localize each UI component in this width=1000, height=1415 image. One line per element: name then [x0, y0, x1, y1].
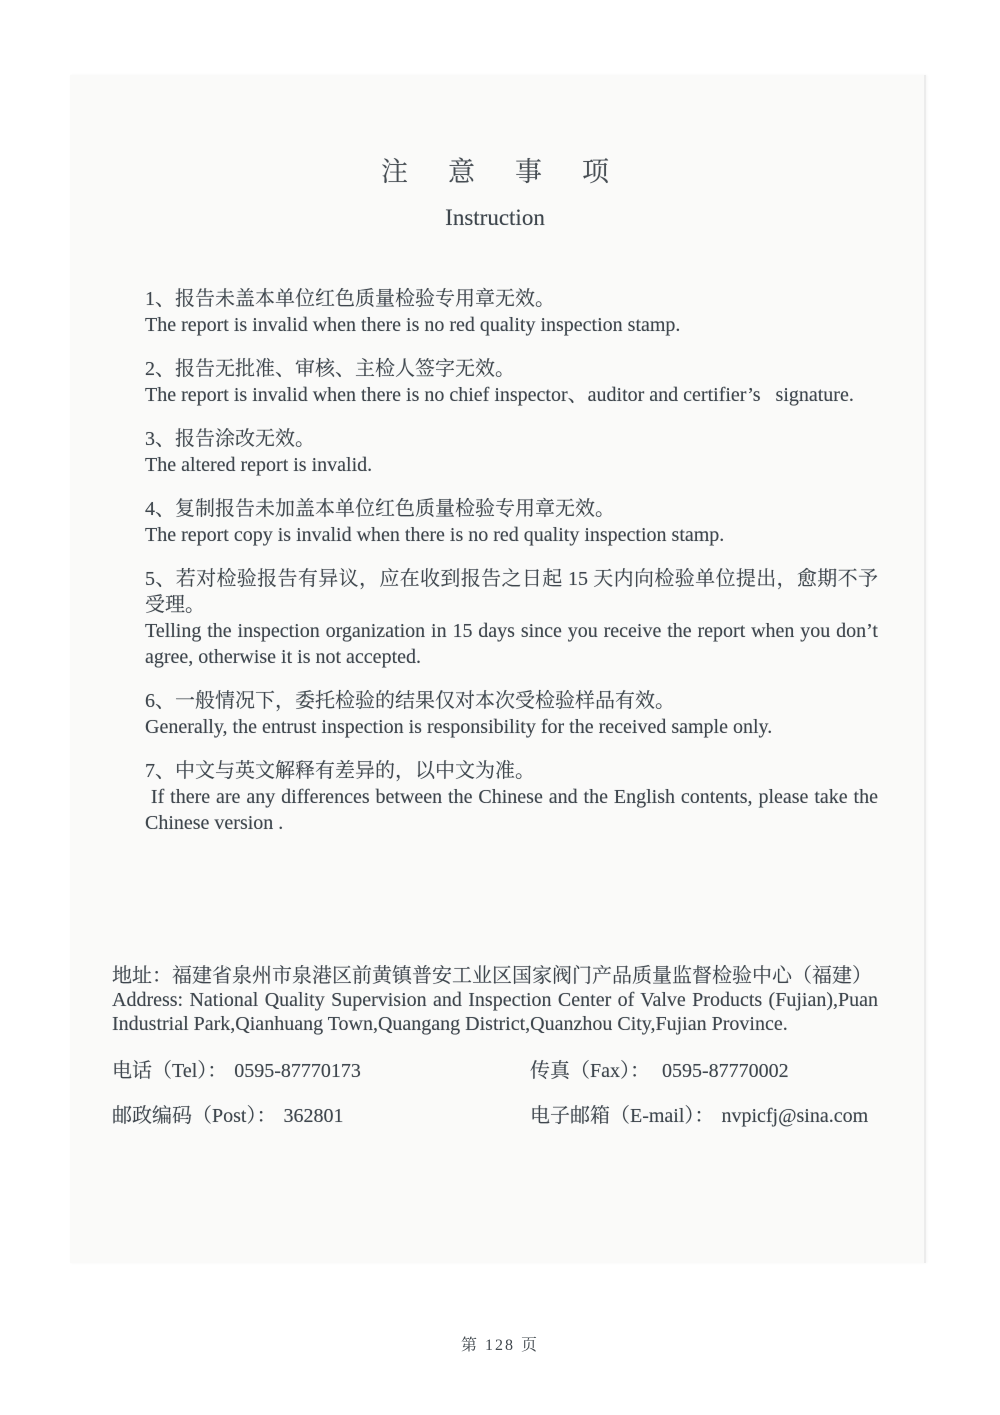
page-title-chinese: 注意事项	[381, 157, 649, 187]
item-3-english-text: The altered report is invalid.	[145, 454, 373, 476]
email-row	[495, 1103, 878, 1129]
item-7-chinese-text: 7、中文与英文解释有差异的，以中文为准。	[145, 760, 535, 782]
email-label: 电子邮箱（E-mail）：	[530, 1105, 715, 1127]
list-item	[145, 566, 878, 670]
fax-label: 传真（Fax）：	[530, 1060, 650, 1082]
list-item	[145, 356, 878, 408]
postcode-value: 362801	[283, 1105, 344, 1127]
list-item	[145, 688, 878, 740]
fax-row	[495, 1058, 878, 1084]
document-page	[70, 75, 926, 1263]
list-item	[145, 758, 878, 836]
item-1-chinese-text: 1、报告未盖本单位红色质量检验专用章无效。	[145, 288, 555, 310]
contact-info	[112, 1058, 878, 1129]
email-value: nvpicfj@sina.com	[721, 1105, 869, 1127]
telephone-row	[112, 1058, 495, 1084]
list-item	[145, 426, 878, 478]
page-title-english: Instruction	[445, 205, 545, 230]
telephone-value: 0595-87770173	[234, 1060, 361, 1082]
item-5-chinese-text: 5、若对检验报告有异议，应在收到报告之日起 15 天内向检验单位提出，愈期不予受理。	[145, 568, 878, 616]
item-5-english-text: Telling the inspection organization in 15 days since you receive the report when you don’t agree, otherwise it is not accepted.	[145, 620, 878, 668]
telephone-label: 电话（Tel）：	[112, 1060, 228, 1082]
instruction-list	[112, 286, 878, 836]
item-6-chinese-text: 6、一般情况下，委托检验的结果仅对本次受检验样品有效。	[145, 690, 675, 712]
item-2-english-text: The report is invalid when there is no chief inspector、auditor and certifier’s signature.	[145, 384, 854, 406]
address-english: Address: National Quality Supervision and Inspection Center of Valve Products (Fujian),Puan Industrial Park,Qianhuang Town,Quangang District,Quanzhou City,Fujian Province.	[112, 989, 878, 1035]
item-4-english-text: The report copy is invalid when there is no red quality inspection stamp.	[145, 524, 725, 546]
item-4-chinese-text: 4、复制报告未加盖本单位红色质量检验专用章无效。	[145, 498, 615, 520]
item-6-english-text: Generally, the entrust inspection is responsibility for the received sample only.	[145, 716, 773, 738]
postcode-label: 邮政编码（Post）：	[112, 1105, 277, 1127]
item-1-english-text: The report is invalid when there is no red quality inspection stamp.	[145, 314, 681, 336]
list-item	[145, 286, 878, 338]
page-number: 第 128 页	[460, 1337, 539, 1354]
item-2-chinese-text: 2、报告无批准、审核、主检人签字无效。	[145, 358, 515, 380]
address-block	[112, 964, 878, 1036]
postcode-row	[112, 1103, 495, 1129]
fax-value: 0595-87770002	[657, 1060, 789, 1082]
address-chinese: 地址：福建省泉州市泉港区前黄镇普安工业区国家阀门产品质量监督检验中心（福建）	[112, 965, 872, 987]
item-3-chinese-text: 3、报告涂改无效。	[145, 428, 315, 450]
item-7-english-text: If there are any differences between the Chinese and the English contents, please take the Chinese version .	[145, 786, 878, 834]
list-item	[145, 496, 878, 548]
